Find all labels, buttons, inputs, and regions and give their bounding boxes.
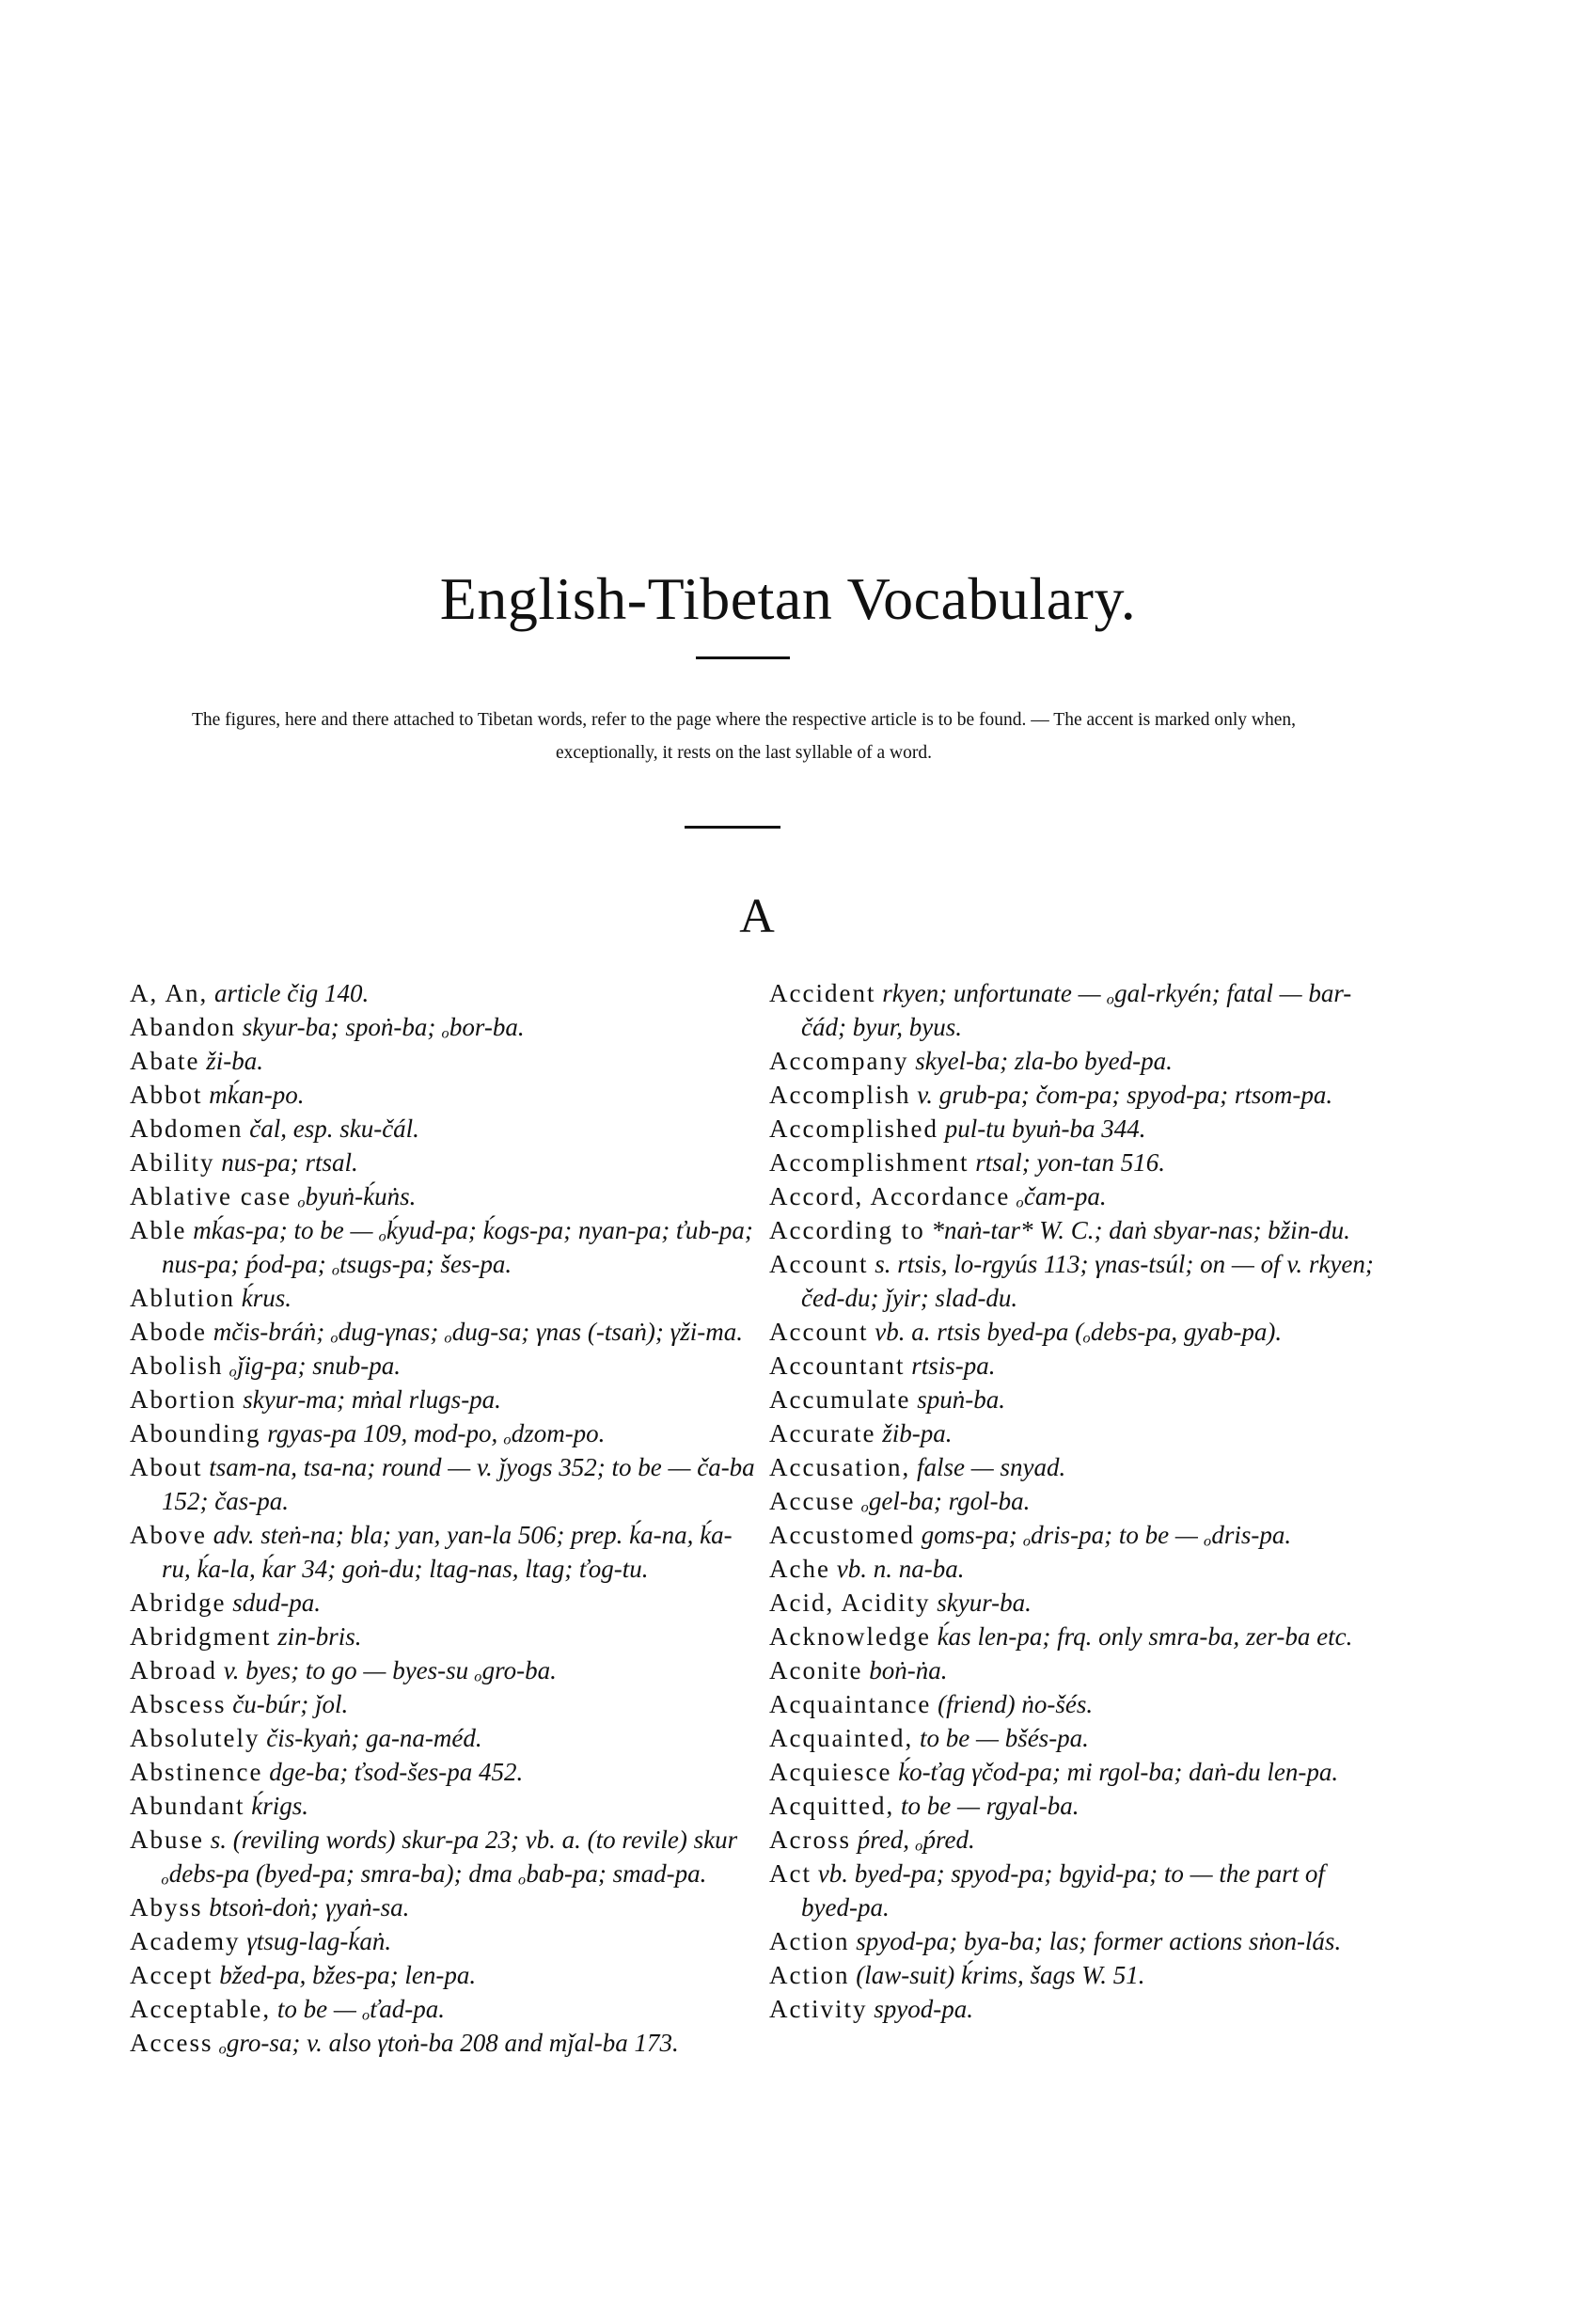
vocabulary-entry: [769, 1958, 1380, 1992]
vocabulary-entry: [769, 1552, 1380, 1586]
entry-definition: rkyen; unfortunate — ₒgal-rkyén; fatal — bar-čád; byur, byus.: [801, 979, 1352, 1041]
entry-headword: Accomplish: [769, 1081, 911, 1109]
entry-headword: Abscess: [130, 1690, 227, 1718]
entry-definition: ži-ba.: [199, 1047, 263, 1075]
entry-headword: Accurate: [769, 1419, 876, 1447]
entry-headword: Action: [769, 1927, 850, 1955]
entry-definition: vb. byed-pa; spyod-pa; bgyid-pa; to — the part of byed-pa.: [801, 1859, 1325, 1921]
vocabulary-entry: [130, 1653, 758, 1687]
vocabulary-entry: [769, 1653, 1380, 1687]
entry-headword: Abolish: [130, 1352, 224, 1380]
entry-headword: Abroad: [130, 1656, 217, 1684]
vocabulary-entry: [130, 1992, 758, 2026]
entry-headword: Acquainted,: [769, 1724, 914, 1752]
vocabulary-entry: [769, 1484, 1380, 1518]
entry-headword: Abyss: [130, 1893, 203, 1921]
entry-headword: Abandon: [130, 1013, 236, 1041]
entry-headword: Abridgment: [130, 1622, 272, 1651]
entry-definition: (friend) ṅo-šés.: [931, 1690, 1094, 1718]
section-letter: A: [739, 890, 775, 943]
entry-definition: to be — rgyal-ba.: [894, 1792, 1080, 1820]
vocabulary-entry: [130, 1890, 758, 1924]
entry-definition: tsam-na, tsa-na; round — v. ǰyogs 352; to be — ča-ba 152; čas-pa.: [162, 1453, 755, 1515]
entry-headword: Accountant: [769, 1352, 906, 1380]
vocabulary-entry: [769, 1992, 1380, 2026]
vocabulary-entry: [130, 1586, 758, 1620]
entry-headword: Abridge: [130, 1589, 227, 1617]
entry-definition: mčis-bráṅ; ₒdug-γnas; ₒdug-sa; γnas (-tsaṅ); γži-ma.: [206, 1318, 744, 1346]
entry-definition: btsoṅ-doṅ; γyaṅ-sa.: [202, 1893, 410, 1921]
entry-definition: s. rtsis, lo-rgyús 113; γnas-tsúl; on — of v. rkyen; čed-du; ǰyir; slad-du.: [801, 1250, 1374, 1312]
entry-definition: nus-pa; rtsal.: [214, 1148, 358, 1177]
entry-definition: čal, esp. sku-čál.: [243, 1115, 419, 1143]
entry-headword: Abounding: [130, 1419, 261, 1447]
vocabulary-entry: [130, 1383, 758, 1416]
vocabulary-entry: [130, 1213, 758, 1281]
vocabulary-entry: [769, 1213, 1380, 1247]
vocabulary-entry: [130, 1924, 758, 1958]
entry-definition: article čig 140.: [208, 979, 370, 1007]
entry-definition: ču-búr; ǰol.: [226, 1690, 349, 1718]
entry-definition: skyel-ba; zla-bo byed-pa.: [908, 1047, 1173, 1075]
entry-headword: Accompany: [769, 1047, 909, 1075]
entry-definition: pul-tu byuṅ-ba 344.: [938, 1115, 1146, 1143]
entry-headword: Accusation,: [769, 1453, 911, 1481]
entry-definition: adv. steṅ-na; bla; yan, yan-la 506; prep. ḱa-na, ḱa-ru, ḱa-la, ḱar 34; goṅ-du; ltag-nas, ltag; ťog-tu.: [162, 1521, 733, 1583]
vocabulary-entry: [769, 1450, 1380, 1484]
vocabulary-entry: [130, 1823, 758, 1890]
entry-headword: Abortion: [130, 1385, 237, 1414]
vocabulary-entry: [769, 1518, 1380, 1552]
entry-definition: false — snyad.: [910, 1453, 1066, 1481]
entry-headword: Accustomed: [769, 1521, 915, 1549]
entry-headword: Ability: [130, 1148, 215, 1177]
left-column: [130, 976, 758, 2060]
entry-headword: Account: [769, 1318, 869, 1346]
entry-definition: rtsis-pa.: [905, 1352, 996, 1380]
vocabulary-entry: [769, 1857, 1380, 1924]
entry-headword: Access: [130, 2029, 213, 2057]
entry-headword: Ablative case: [130, 1182, 292, 1210]
entry-headword: Accuse: [769, 1487, 856, 1515]
entry-definition: to be — bšés-pa.: [913, 1724, 1089, 1752]
entry-definition: vb. n. na-ba.: [829, 1555, 965, 1583]
entry-definition: v. grub-pa; čom-pa; spyod-pa; rtsom-pa.: [910, 1081, 1333, 1109]
vocabulary-entry: [769, 1823, 1380, 1857]
entry-definition: skyur-ma; mṅal rlugs-pa.: [236, 1385, 501, 1414]
vocabulary-entry: [130, 1010, 758, 1044]
entry-headword: Accumulate: [769, 1385, 911, 1414]
entry-headword: Account: [769, 1250, 869, 1278]
vocabulary-entry: [769, 1924, 1380, 1958]
entry-headword: Accident: [769, 979, 876, 1007]
entry-headword: Across: [769, 1826, 851, 1854]
vocabulary-entry: [769, 976, 1380, 1044]
vocabulary-entry: [130, 1789, 758, 1823]
entry-headword: Acquitted,: [769, 1792, 895, 1820]
vocabulary-entry: [130, 1620, 758, 1653]
entry-headword: Activity: [769, 1995, 868, 2023]
entry-definition: *naṅ-tar* W. C.; daṅ sbyar-nas; bžin-du.: [924, 1216, 1350, 1244]
entry-headword: A, An,: [130, 979, 209, 1007]
entry-definition: mḱas-pa; to be — ₒḱyud-pa; ḱogs-pa; nyan-pa; ťub-pa; nus-pa; ṕod-pa; ₒtsugs-pa; šes-pa.: [162, 1216, 753, 1278]
entry-definition: mḱan-po.: [202, 1081, 305, 1109]
entry-headword: Abate: [130, 1047, 200, 1075]
vocabulary-entry: [130, 1044, 758, 1078]
vocabulary-entry: [130, 1416, 758, 1450]
entry-headword: About: [130, 1453, 203, 1481]
entry-definition: (law-suit) ḱrims, šags W. 51.: [849, 1961, 1145, 1989]
vocabulary-entry: [130, 1755, 758, 1789]
entry-headword: Act: [769, 1859, 812, 1888]
entry-definition: dge-ba; ťsod-šes-pa 452.: [262, 1758, 524, 1786]
vocabulary-entry: [769, 1416, 1380, 1450]
vocabulary-entry: [769, 1315, 1380, 1349]
entry-headword: Accord, Accordance: [769, 1182, 1011, 1210]
section-divider: [685, 826, 780, 829]
entry-definition: v. byes; to go — byes-su ₒgro-ba.: [216, 1656, 557, 1684]
vocabulary-entry: [130, 1349, 758, 1383]
entry-definition: ₒgel-ba; rgol-ba.: [855, 1487, 1031, 1515]
entry-definition: spyod-pa; bya-ba; las; former actions sṅon-lás.: [849, 1927, 1342, 1955]
vocabulary-entry: [769, 1349, 1380, 1383]
entry-headword: Ablution: [130, 1284, 236, 1312]
entry-definition: rgyas-pa 109, mod-po, ₒdzom-po.: [260, 1419, 606, 1447]
entry-definition: ḱrigs.: [244, 1792, 308, 1820]
entry-definition: rtsal; yon-tan 516.: [969, 1148, 1165, 1177]
entry-definition: sdud-pa.: [226, 1589, 321, 1617]
entry-definition: goms-pa; ₒdris-pa; to be — ₒdris-pa.: [914, 1521, 1292, 1549]
vocabulary-entry: [769, 1078, 1380, 1112]
entry-headword: Abstinence: [130, 1758, 263, 1786]
entry-definition: ḱas len-pa; frq. only smra-ba, zer-ba etc.: [930, 1622, 1353, 1651]
vocabulary-entry: [769, 1620, 1380, 1653]
entry-headword: Academy: [130, 1927, 241, 1955]
intro-note: The figures, here and there attached to Tibetan words, refer to the page where the respective article is to be found. — The accent is marked only when, exceptionally, it rests on the last syllable of a word.: [191, 710, 1297, 763]
vocabulary-entry: [769, 1383, 1380, 1416]
entry-headword: Acceptable,: [130, 1995, 272, 2023]
entry-headword: Absolutely: [130, 1724, 260, 1752]
entry-definition: bžed-pa, bžes-pa; len-pa.: [213, 1961, 477, 1989]
entry-headword: Action: [769, 1961, 850, 1989]
vocabulary-entry: [130, 1958, 758, 1992]
vocabulary-entry: [769, 1789, 1380, 1823]
entry-definition: ₒǰig-pa; snub-pa.: [223, 1352, 401, 1380]
vocabulary-entry: [130, 1450, 758, 1518]
entry-definition: skyur-ba; spoṅ-ba; ₒbor-ba.: [235, 1013, 525, 1041]
entry-headword: Acknowledge: [769, 1622, 931, 1651]
entry-definition: boṅ-ṅa.: [862, 1656, 948, 1684]
page-title: English-Tibetan Vocabulary.: [439, 565, 1137, 632]
entry-definition: ḱrus.: [235, 1284, 292, 1312]
vocabulary-entry: [130, 1687, 758, 1721]
vocabulary-entry: [130, 976, 758, 1010]
entry-definition: s. (reviling words) skur-pa 23; vb. a. (to revile) skur ₒdebs-pa (byed-pa; smra-ba); dma ₒbab-pa; smad-pa.: [162, 1826, 738, 1888]
entry-definition: zin-bris.: [271, 1622, 362, 1651]
vocabulary-entry: [130, 2026, 758, 2060]
vocabulary-entry: [769, 1112, 1380, 1146]
entry-definition: ₒčam-pa.: [1010, 1182, 1107, 1210]
entry-headword: Able: [130, 1216, 187, 1244]
vocabulary-entry: [769, 1146, 1380, 1179]
entry-definition: ṕred, ₒṕred.: [851, 1826, 975, 1854]
entry-definition: vb. a. rtsis byed-pa (ₒdebs-pa, gyab-pa).: [868, 1318, 1283, 1346]
entry-definition: ₒgro-sa; v. also γtoṅ-ba 208 and mǰal-ba 173.: [213, 2029, 679, 2057]
vocabulary-entry: [130, 1518, 758, 1586]
vocabulary-entry: [130, 1078, 758, 1112]
vocabulary-entry: [130, 1721, 758, 1755]
entry-headword: Abbot: [130, 1081, 203, 1109]
entry-headword: Abuse: [130, 1826, 204, 1854]
entry-headword: Acquaintance: [769, 1690, 932, 1718]
vocabulary-entry: [769, 1179, 1380, 1213]
vocabulary-entry: [130, 1315, 758, 1349]
entry-definition: čis-kyaṅ; ga-na-méd.: [260, 1724, 482, 1752]
entry-definition: žib-pa.: [875, 1419, 953, 1447]
vocabulary-entry: [769, 1721, 1380, 1755]
entry-definition: to be — ₒťad-pa.: [271, 1995, 445, 2023]
vocabulary-entry: [130, 1146, 758, 1179]
entry-definition: ₒbyuṅ-ḱuṅs.: [292, 1182, 417, 1210]
vocabulary-entry: [769, 1586, 1380, 1620]
entry-definition: spuṅ-ba.: [910, 1385, 1005, 1414]
entry-headword: Accept: [130, 1961, 213, 1989]
vocabulary-entry: [769, 1755, 1380, 1789]
vocabulary-entry: [130, 1281, 758, 1315]
entry-headword: Abundant: [130, 1792, 245, 1820]
right-column: [769, 976, 1380, 2026]
entry-headword: Acquiesce: [769, 1758, 892, 1786]
entry-headword: According to: [769, 1216, 925, 1244]
entry-headword: Accomplishment: [769, 1148, 969, 1177]
vocabulary-entry: [130, 1179, 758, 1213]
entry-headword: Abdomen: [130, 1115, 244, 1143]
vocabulary-entry: [769, 1044, 1380, 1078]
entry-definition: ḱo-ťag γčod-pa; mi rgol-ba; daṅ-du len-pa.: [891, 1758, 1339, 1786]
entry-definition: skyur-ba.: [930, 1589, 1032, 1617]
entry-definition: spyod-pa.: [867, 1995, 973, 2023]
entry-definition: γtsug-lag-ḱaṅ.: [240, 1927, 392, 1955]
vocabulary-entry: [769, 1687, 1380, 1721]
entry-headword: Ache: [769, 1555, 830, 1583]
vocabulary-entry: [130, 1112, 758, 1146]
entry-headword: Acid, Acidity: [769, 1589, 931, 1617]
title-divider: [696, 656, 790, 659]
entry-headword: Above: [130, 1521, 207, 1549]
vocabulary-entry: [769, 1247, 1380, 1315]
entry-headword: Aconite: [769, 1656, 863, 1684]
entry-headword: Accomplished: [769, 1115, 938, 1143]
entry-headword: Abode: [130, 1318, 207, 1346]
